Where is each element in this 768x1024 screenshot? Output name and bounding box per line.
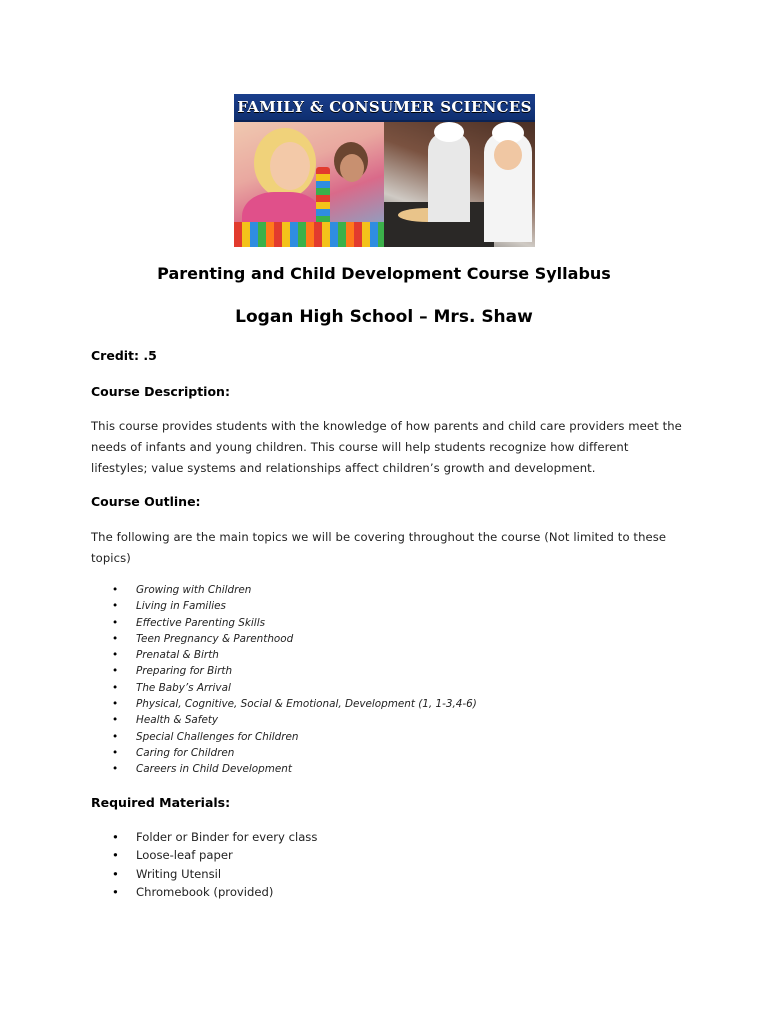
photo-shape <box>340 154 364 182</box>
photo-shape <box>270 142 310 190</box>
banner-title-bar <box>234 94 535 122</box>
page-title: Parenting and Child Development Course Syllabus <box>157 264 611 283</box>
parent-child-photo-icon <box>234 122 384 247</box>
list-item: • The Baby’s Arrival <box>112 680 477 696</box>
list-item: • Health & Safety <box>112 712 477 728</box>
list-item: • Physical, Cognitive, Social & Emotional, Development (1, 1-3,4-6) <box>112 696 477 712</box>
list-item: • Teen Pregnancy & Parenthood <box>112 631 477 647</box>
course-outline-heading: Course Outline: <box>91 494 201 509</box>
list-item: • Living in Families <box>112 598 477 614</box>
topics-list <box>112 582 477 778</box>
course-description-heading: Course Description: <box>91 384 230 399</box>
header-banner-image <box>234 94 535 247</box>
photo-shape <box>494 140 522 170</box>
list-item: • Growing with Children <box>112 582 477 598</box>
list-item: • Preparing for Birth <box>112 663 477 679</box>
photo-shape <box>434 122 464 142</box>
course-outline-intro <box>91 527 691 569</box>
list-item: • Caring for Children <box>112 745 477 761</box>
list-item: • Effective Parenting Skills <box>112 615 477 631</box>
list-item: • Careers in Child Development <box>112 761 477 777</box>
description-line: lifestyles; value systems and relationships affect children’s growth and development. <box>91 461 596 475</box>
description-line: needs of infants and young children. This course will help students recognize how different <box>91 440 629 454</box>
required-materials-heading: Required Materials: <box>91 795 231 810</box>
list-item: • Special Challenges for Children <box>112 729 477 745</box>
list-item: • Prenatal & Birth <box>112 647 477 663</box>
banner-title: FAMILY & CONSUMER SCIENCES <box>237 98 532 116</box>
photo-shape <box>316 167 330 227</box>
list-item: • Folder or Binder for every class <box>112 828 317 846</box>
description-line: This course provides students with the knowledge of how parents and child care providers meet the <box>91 419 682 433</box>
credit-label: Credit: .5 <box>91 348 157 363</box>
photo-shape <box>428 132 470 222</box>
list-item: • Writing Utensil <box>112 865 317 883</box>
photo-shape <box>234 222 384 247</box>
course-description-text <box>91 416 691 479</box>
page-subtitle: Logan High School – Mrs. Shaw <box>235 307 533 327</box>
outline-intro-line: The following are the main topics we will be covering throughout the course (Not limited to these <box>91 530 667 544</box>
chefs-cooking-photo-icon <box>384 122 535 247</box>
list-item: • Chromebook (provided) <box>112 883 317 901</box>
outline-intro-line: topics) <box>91 551 131 565</box>
materials-list <box>112 828 317 902</box>
list-item: • Loose-leaf paper <box>112 846 317 864</box>
